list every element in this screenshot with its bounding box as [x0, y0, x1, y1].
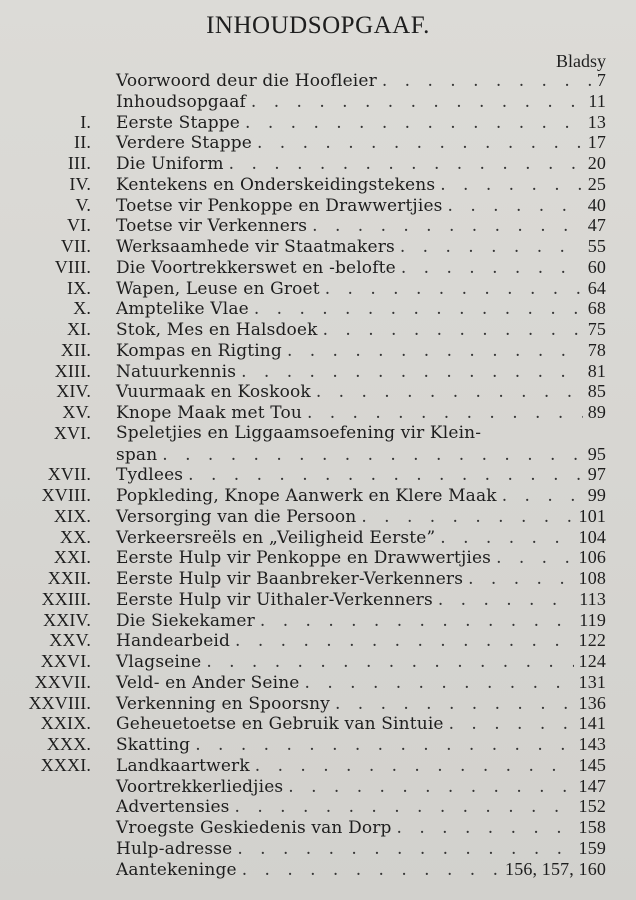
toc-entry [0, 112, 636, 133]
dot-leader [257, 133, 583, 153]
chapter-title: Vroegste Geskiedenis van Dorp [116, 818, 392, 838]
chapter-title: Stok, Mes en Halsdoek [116, 320, 318, 340]
toc-entry-line [116, 381, 606, 402]
toc-entry [0, 402, 636, 423]
toc-entry [0, 236, 636, 257]
dot-leader [400, 237, 583, 257]
toc-entry-line [116, 547, 606, 568]
toc-entry-line [116, 713, 606, 734]
chapter-title: Die Voortrekkerswet en -belofte [116, 257, 396, 278]
chapter-number: XXVIII. [28, 692, 91, 713]
toc-entry [0, 174, 636, 195]
chapter-number: III. [67, 153, 91, 173]
toc-entry [0, 132, 636, 153]
chapter-title: Amptelike Vlae [116, 299, 249, 320]
page-number: 64 [587, 277, 606, 298]
toc-entry [0, 568, 636, 589]
toc-entry-line [116, 568, 606, 589]
chapter-number: XXIV. [43, 609, 91, 630]
toc-entry-line [116, 527, 606, 548]
page-number: 7 [596, 70, 606, 90]
page-number: 85 [587, 381, 606, 402]
dot-leader [195, 735, 573, 755]
chapter-number: XXV. [49, 630, 91, 651]
chapter-title: Hulp-adresse [116, 838, 233, 859]
page-number: 17 [587, 132, 606, 153]
dot-leader [242, 860, 500, 880]
page-number: 158 [578, 817, 606, 837]
dot-leader [254, 299, 583, 319]
page-column-label: Bladsy [555, 51, 606, 71]
page-number: 141 [578, 713, 606, 734]
chapter-title: Veld- en Ander Seine [116, 672, 300, 693]
chapter-number: XVIII. [41, 485, 91, 505]
chapter-number: XXIX. [40, 713, 91, 734]
chapter-title: Handearbeid [116, 631, 231, 652]
chapter-title: Knope Maak met Tou [116, 403, 302, 423]
page-number: 159 [578, 837, 606, 858]
chapter-title: Tydlees [116, 465, 184, 486]
toc-entry [0, 91, 636, 112]
chapter-number: XXX. [46, 734, 91, 754]
dot-leader [260, 611, 574, 631]
page-number: 106 [578, 547, 606, 568]
toc-entry [0, 319, 636, 340]
toc-entry [0, 361, 636, 382]
dot-leader [237, 839, 573, 859]
toc-entry-line [116, 589, 606, 610]
toc-entry [0, 734, 636, 755]
chapter-number: IV. [69, 173, 91, 194]
page-number: 97 [587, 464, 606, 485]
dot-leader [229, 154, 583, 174]
chapter-title: Eerste Hulp vir Baanbreker-Verkenners [116, 569, 464, 589]
toc-entry [0, 630, 636, 651]
dot-leader [325, 279, 583, 299]
toc-entry [0, 381, 636, 402]
toc-entry [0, 796, 636, 817]
dot-leader [382, 71, 592, 91]
dot-leader [449, 714, 574, 734]
chapter-number: II. [74, 132, 91, 153]
chapter-number: XX. [60, 526, 91, 547]
chapter-title: Eerste Stappe [116, 112, 241, 133]
dot-leader [440, 175, 582, 195]
page-number: 156, 157, 160 [505, 858, 606, 879]
toc-entry [0, 838, 636, 859]
chapter-number: XXVI. [40, 651, 91, 671]
toc-entry-line [116, 402, 606, 423]
dot-leader [316, 382, 583, 402]
page-number: 89 [587, 402, 606, 422]
chapter-number: VIII. [54, 256, 91, 277]
toc-entry [0, 755, 636, 776]
toc-entry-line [116, 755, 606, 776]
page-number: 68 [587, 298, 606, 319]
chapter-number: XV. [62, 402, 91, 422]
dot-leader [307, 403, 583, 423]
page-number: 145 [578, 754, 606, 775]
chapter-number: XIX. [53, 505, 91, 526]
chapter-number: XIII. [54, 360, 91, 381]
dot-leader [245, 113, 583, 133]
page-number: 11 [588, 90, 606, 111]
toc-entry [0, 215, 636, 236]
chapter-title: Werksaamhede vir Staatmakers [116, 237, 395, 257]
chapter-title: Popkleding, Knope Aanwerk en Klere Maak [116, 486, 497, 506]
toc-entry-line [116, 506, 606, 527]
dot-leader [206, 652, 573, 672]
chapter-title: Geheuetoetse en Gebruik van Sintuie [116, 714, 444, 735]
toc-entry-line [116, 91, 606, 112]
dot-leader [235, 797, 574, 817]
chapter-title: Natuurkennis [116, 361, 237, 382]
dot-leader [162, 445, 582, 465]
page-number: 131 [578, 671, 606, 692]
page-number: 78 [587, 339, 606, 360]
chapter-title: Voortrekkerliedjies [116, 776, 284, 797]
toc-entry-line [116, 838, 606, 859]
toc-entry-line [116, 859, 606, 880]
toc-entry-line [116, 734, 606, 755]
dot-leader [397, 818, 574, 838]
dot-leader [401, 258, 583, 278]
toc-entry-line [116, 278, 606, 299]
toc-entry [0, 153, 636, 174]
toc-entry [0, 423, 636, 444]
toc-entry-line [116, 153, 606, 174]
dot-leader [251, 92, 583, 112]
toc-entry-line [116, 423, 606, 443]
chapter-number: XXII. [47, 568, 91, 588]
page-number: 95 [587, 443, 606, 464]
dot-leader [448, 196, 583, 216]
chapter-title: Vlagseine [116, 652, 202, 672]
chapter-number: VII. [60, 236, 91, 256]
toc-entry-line [116, 776, 606, 797]
chapter-number: XIV. [56, 381, 91, 402]
chapter-title: Die Uniform [116, 154, 224, 174]
page-number: 108 [578, 568, 606, 588]
dot-leader [241, 362, 583, 382]
chapter-title: span [116, 444, 158, 465]
toc-entry [0, 340, 636, 361]
dot-leader [335, 694, 574, 714]
dot-leader [502, 486, 583, 506]
chapter-title: Toetse vir Penkoppe en Drawwertjies [116, 195, 443, 216]
chapter-number: XVI. [53, 422, 91, 443]
chapter-number: X. [73, 298, 91, 319]
dot-leader [305, 673, 574, 693]
dot-leader [312, 216, 583, 236]
chapter-title: Vuurmaak en Koskook [116, 382, 311, 403]
page-number: 20 [587, 153, 606, 173]
toc-entry [0, 527, 636, 548]
dot-leader [468, 569, 573, 589]
dot-leader [496, 548, 573, 568]
toc-entry-line [116, 215, 606, 236]
page-number: 136 [578, 692, 606, 713]
chapter-number: VI. [67, 215, 91, 236]
page-number: 13 [587, 111, 606, 132]
chapter-number: XXI. [53, 547, 91, 568]
toc-entry [0, 278, 636, 299]
page-number: 75 [587, 319, 606, 339]
dot-leader [323, 320, 583, 340]
toc-entry [0, 547, 636, 568]
dot-leader [235, 631, 574, 651]
toc-entry [0, 257, 636, 278]
chapter-number: XXXI. [40, 754, 91, 775]
page-number: 47 [587, 215, 606, 236]
dot-leader [438, 590, 574, 610]
chapter-title: Verkeersreëls en „Veiligheid Eerste” [116, 527, 436, 548]
chapter-title: Wapen, Leuse en Groet [116, 278, 320, 299]
page-number: 122 [578, 630, 606, 651]
page-number: 124 [578, 651, 606, 671]
toc-entry [0, 651, 636, 672]
chapter-title: Skatting [116, 735, 191, 755]
toc-entry [0, 817, 636, 838]
toc-entry-line [116, 630, 606, 651]
chapter-title: Kentekens en Onderskeidingstekens [116, 174, 436, 195]
toc-entry-line [116, 444, 606, 465]
toc-entry-line [116, 610, 606, 631]
chapter-title: Speletjies en Liggaamsoefening vir Klein- [116, 422, 482, 443]
page-number: 113 [579, 588, 606, 609]
toc-entry-line [116, 651, 606, 672]
toc-entry-line [116, 132, 606, 153]
chapter-title: Verdere Stappe [116, 133, 252, 154]
toc-entry [0, 506, 636, 527]
toc-entry-line [116, 70, 606, 91]
toc-entry [0, 610, 636, 631]
dot-leader [255, 756, 574, 776]
page-number: 55 [587, 236, 606, 256]
chapter-title: Eerste Hulp vir Penkoppe en Drawwertjies [116, 548, 492, 569]
toc-entry-line [116, 298, 606, 319]
toc-entry-line [116, 485, 606, 506]
toc-entry-line [116, 195, 606, 216]
page-number: 25 [587, 173, 606, 194]
toc-entry-line [116, 340, 606, 361]
page-number: 99 [587, 485, 606, 505]
chapter-number: XI. [67, 319, 91, 339]
toc-entry [0, 672, 636, 693]
chapter-number: I. [80, 111, 91, 132]
toc-entry-line [116, 464, 606, 485]
toc-entry [0, 776, 636, 797]
page-number: 101 [578, 505, 606, 526]
toc-entry [0, 485, 636, 506]
chapter-title: Verkenning en Spoorsny [116, 693, 330, 714]
toc-entry [0, 444, 636, 465]
chapter-number: XVII. [47, 464, 91, 485]
toc-entry-line [116, 236, 606, 257]
toc-entry [0, 464, 636, 485]
toc-entry [0, 713, 636, 734]
chapter-title: Advertensies [116, 797, 230, 818]
toc-entry [0, 298, 636, 319]
dot-leader [361, 507, 573, 527]
toc-entry [0, 195, 636, 216]
page-number: 40 [587, 194, 606, 215]
toc-entry [0, 70, 636, 91]
page-number: 152 [578, 796, 606, 817]
chapter-title: Inhoudsopgaaf [116, 91, 246, 112]
chapter-title: Voorwoord deur die Hoofleier [116, 71, 377, 91]
page-number: 147 [578, 775, 606, 796]
chapter-title: Landkaartwerk [116, 755, 250, 776]
page-number: 81 [587, 360, 606, 381]
toc-entry-line [116, 174, 606, 195]
chapter-title: Kompas en Rigting [116, 340, 282, 361]
dot-leader [288, 777, 573, 797]
chapter-title: Aantekeninge [116, 859, 237, 880]
toc-entry-line [116, 112, 606, 133]
toc-entry-line [116, 672, 606, 693]
dot-leader [287, 341, 583, 361]
dot-leader [440, 528, 573, 548]
toc-entry-line [116, 693, 606, 714]
toc-entry-line [116, 817, 606, 838]
page-number: 104 [578, 526, 606, 547]
chapter-number: V. [75, 194, 91, 215]
chapter-number: XXIII. [41, 588, 91, 609]
chapter-title: Toetse vir Verkenners [116, 216, 308, 237]
toc-entry-line [116, 319, 606, 340]
table-of-contents [0, 70, 636, 879]
toc-entry-line [116, 257, 606, 278]
chapter-number: XXVII. [34, 671, 91, 692]
page-title: INHOUDSOPGAAF. [206, 12, 430, 39]
toc-entry [0, 859, 636, 880]
chapter-title: Eerste Hulp vir Uithaler-Verkenners [116, 589, 433, 610]
toc-entry [0, 589, 636, 610]
toc-entry-line [116, 796, 606, 817]
page-number: 143 [578, 734, 606, 754]
chapter-title: Versorging van die Persoon [116, 506, 357, 527]
chapter-number: IX. [67, 277, 91, 298]
chapter-number: XII. [60, 339, 91, 360]
page-number: 60 [587, 256, 606, 277]
page-number: 119 [579, 609, 606, 630]
toc-entry-line [116, 361, 606, 382]
chapter-title: Die Siekekamer [116, 610, 255, 631]
toc-entry [0, 693, 636, 714]
dot-leader [188, 465, 583, 485]
